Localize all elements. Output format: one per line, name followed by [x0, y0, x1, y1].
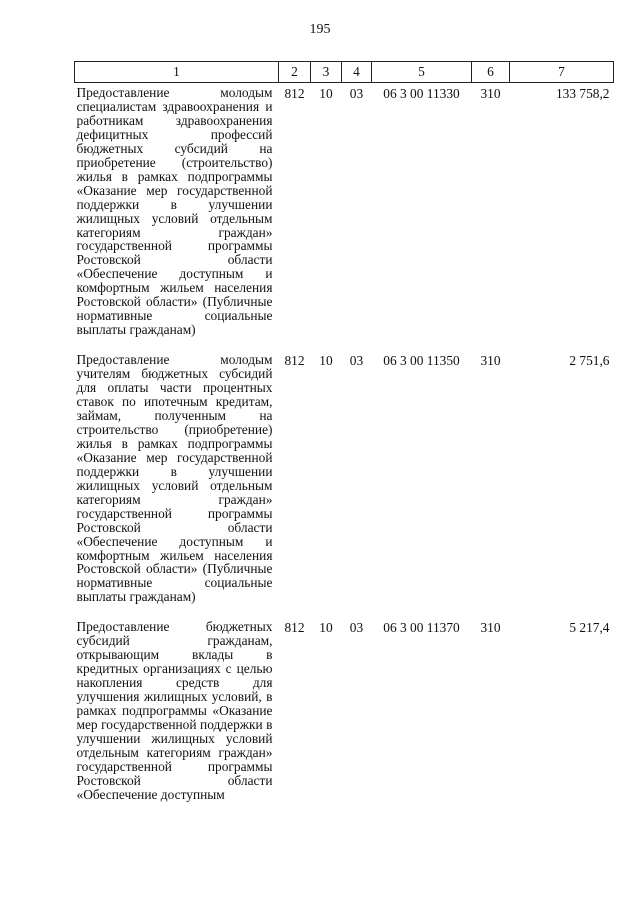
table-header-row: [75, 62, 614, 83]
row-ministry-code: 812: [284, 353, 305, 369]
row-description: Предоставление молодым специалистам здравоохранения и работникам здравоохранения дефицитных профессий бюджетных субсидий на приобретение (строительство) жилья в рамках подпрограммы «Оказание мер государственной поддержки в улучшении жилищных условий отдельным категориям граждан» государственной программы Ростовской области «Обеспечение доступным и комфортным жильем населения Ростовской области» (Публичные нормативные социальные выплаты гражданам): [76, 85, 273, 338]
column-header-5: 5: [372, 62, 472, 83]
row-target-code: 06 3 00 11370: [383, 620, 460, 636]
row-description: Предоставление бюджетных субсидий гражданам, открывающим вклады в кредитных организациях с целью накопления средств для улучшения жилищных условий, в рамках подпрограммы «Оказание мер государственной поддержки в улучшении жилищных условий отдельным категориям граждан» государственной программы Ростовской области «Обеспечение доступным: [76, 619, 273, 802]
row-subsection-code: 03: [349, 620, 364, 636]
table-row: [75, 350, 614, 617]
row-expense-type: 310: [480, 86, 501, 101]
column-header-3: 3: [311, 62, 342, 83]
row-section-code: 10: [319, 620, 333, 636]
row-target-code: 06 3 00 11330: [383, 86, 460, 101]
row-amount: 133 758,2: [555, 86, 610, 101]
row-subsection-code: 03: [349, 353, 364, 369]
table-row: [75, 617, 614, 801]
row-ministry-code: 812: [284, 86, 305, 101]
budget-table: [74, 61, 614, 802]
row-ministry-code: 812: [284, 620, 305, 636]
column-header-7: 7: [510, 62, 614, 83]
row-target-code: 06 3 00 11350: [383, 353, 460, 369]
row-subsection-code: 03: [349, 86, 364, 101]
column-header-4: 4: [342, 62, 372, 83]
row-section-code: 10: [319, 353, 333, 369]
column-header-1: 1: [75, 62, 279, 83]
row-description: Предоставление молодым учителям бюджетных субсидий для оплаты части процентных ставок по ипотечным кредитам, займам, полученным на строительство (приобретение) жилья в рамках подпрограммы «Оказание мер государственной поддержки в улучшении жилищных условий отдельным категориям граждан» государственной программы Ростовской области «Обеспечение доступным и комфортным жильем населения Ростовской области» (Публичные нормативные социальные выплаты гражданам): [76, 352, 273, 605]
row-expense-type: 310: [480, 353, 501, 369]
column-header-2: 2: [279, 62, 311, 83]
row-expense-type: 310: [480, 620, 501, 636]
row-amount: 2 751,6: [569, 353, 610, 369]
row-section-code: 10: [319, 86, 333, 101]
column-header-6: 6: [472, 62, 510, 83]
page-number: 195: [309, 22, 331, 37]
table-row: [75, 83, 614, 351]
row-amount: 5 217,4: [569, 620, 610, 636]
